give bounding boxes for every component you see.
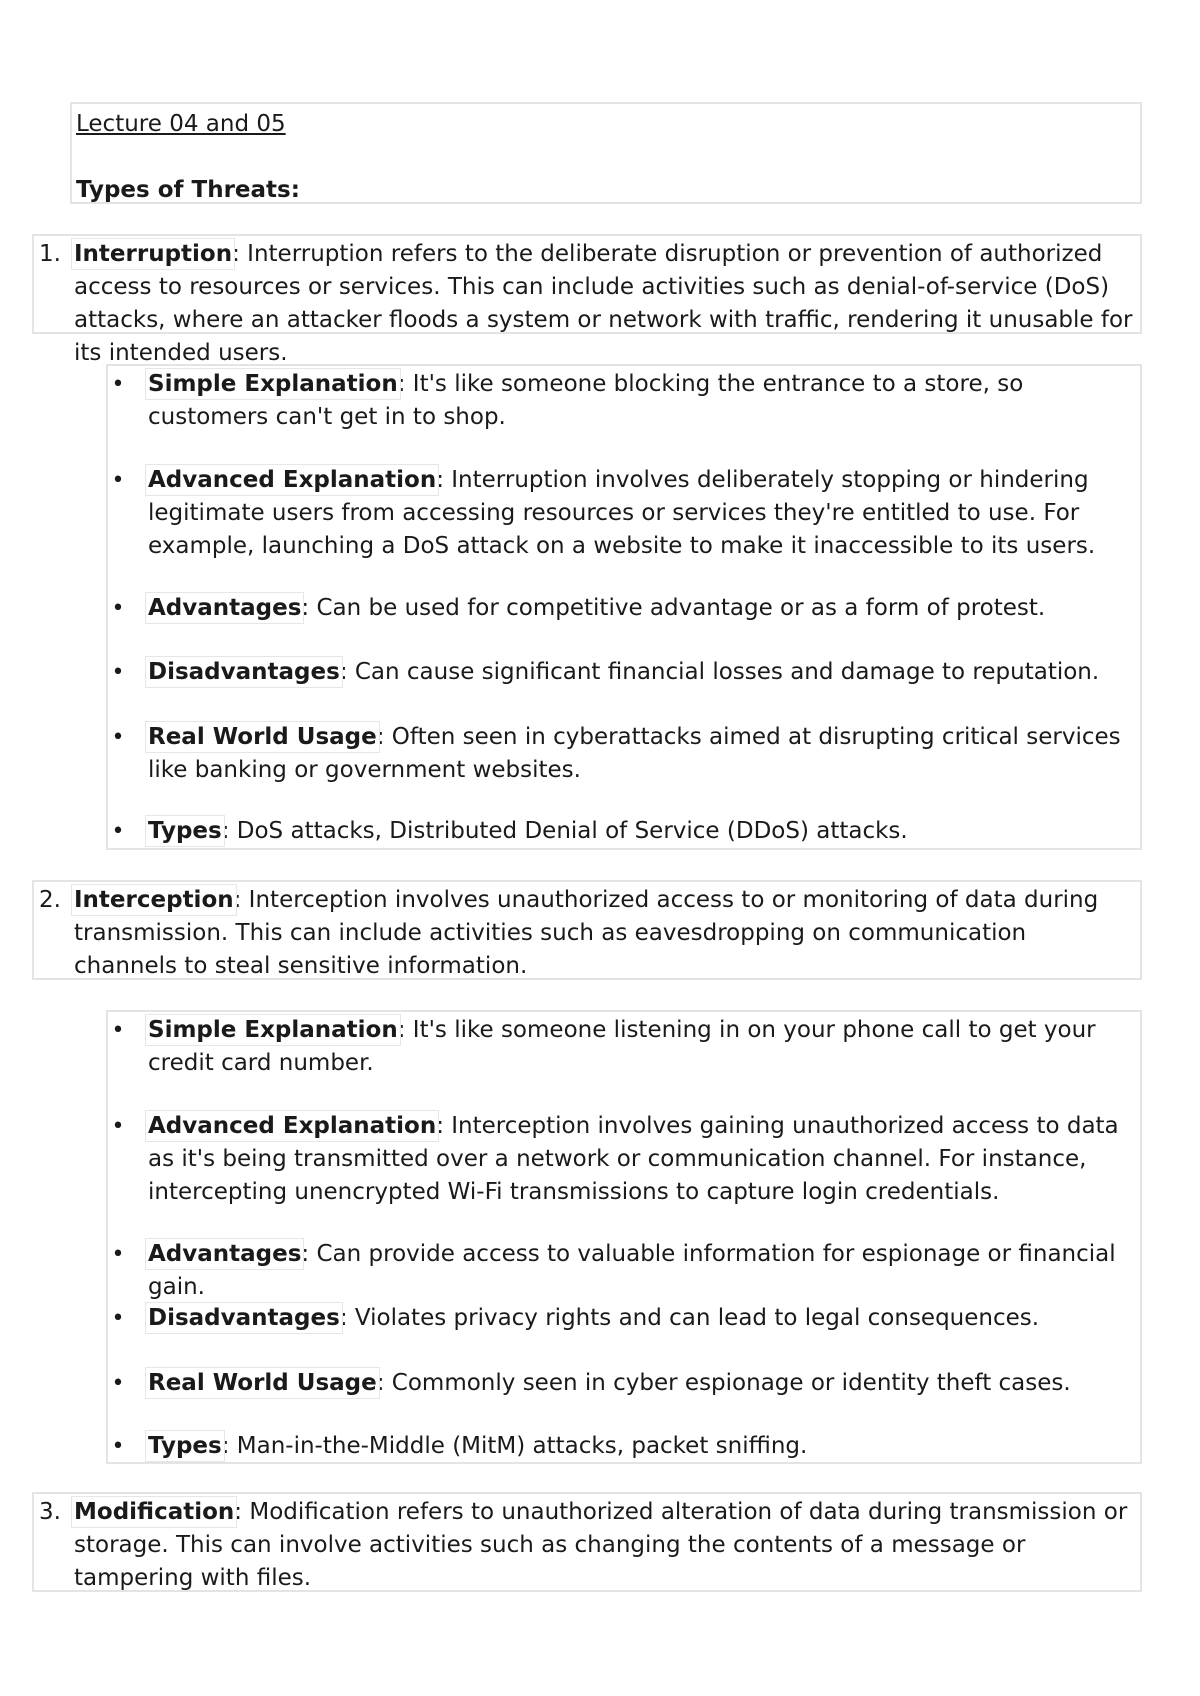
detail-list-interruption	[106, 364, 1142, 850]
bullet-icon: •	[111, 596, 125, 621]
detail-text: : Man-in-the-Middle (MitM) attacks, packet sniffing.	[221, 1433, 808, 1459]
detail-label: Advanced Explanation	[148, 467, 437, 493]
detail-label: Disadvantages	[148, 1305, 340, 1331]
bullet-icon: •	[111, 819, 125, 844]
item-description	[74, 884, 1134, 983]
detail-text: : Can cause significant financial losses and damage to reputation.	[339, 659, 1100, 685]
bullet-icon: •	[111, 1018, 125, 1043]
lecture-title: Lecture 04 and 05	[76, 111, 286, 137]
item-term: Interruption	[74, 241, 233, 267]
bullet-icon: •	[111, 1371, 125, 1396]
bullet-icon: •	[111, 372, 125, 397]
detail-label: Types	[148, 1433, 222, 1459]
threat-item-modification	[32, 1492, 1142, 1592]
detail-label: Advantages	[148, 1241, 302, 1267]
threat-item-interruption	[32, 234, 1142, 366]
item-text: : Modification refers to unauthorized alteration of data during transmission or storage. This can involve activities such as changing the contents of a message or tampering with files.	[74, 1499, 1128, 1591]
item-description	[74, 238, 1134, 370]
header-box	[70, 102, 1142, 204]
detail-label: Types	[148, 818, 222, 844]
bullet-icon: •	[111, 1114, 125, 1139]
detail-label: Advanced Explanation	[148, 1113, 437, 1139]
detail-text: : Interruption involves deliberately stopping or hindering legitimate users from accessing resources or services they're entitled to use. For example, launching a DoS attack on a website to make it inaccessible to its users.	[148, 467, 1096, 559]
item-text: : Interruption refers to the deliberate disruption or prevention of authorized access to resources or services. This can include activities such as denial-of-service (DoS) attacks, where an attacker floods a system or network with traffic, rendering it unusable for its intended users.	[74, 241, 1133, 366]
detail-label: Real World Usage	[148, 724, 377, 750]
detail-label: Simple Explanation	[148, 371, 398, 397]
section-heading: Types of Threats:	[76, 177, 300, 203]
item-number: 3.	[39, 1499, 61, 1525]
detail-text: : Interception involves gaining unauthorized access to data as it's being transmitted over a network or communication channel. For instance, intercepting unencrypted Wi-Fi transmissions to capture login credentials.	[148, 1113, 1119, 1205]
detail-label: Advantages	[148, 595, 302, 621]
detail-text: : Violates privacy rights and can lead to legal consequences.	[339, 1305, 1040, 1331]
detail-text: : It's like someone listening in on your phone call to get your credit card number.	[148, 1017, 1096, 1076]
item-term: Interception	[74, 887, 234, 913]
detail-text: : It's like someone blocking the entrance to a store, so customers can't get in to shop.	[148, 371, 1024, 430]
detail-text: : DoS attacks, Distributed Denial of Service (DDoS) attacks.	[221, 818, 908, 844]
bullet-icon: •	[111, 1434, 125, 1459]
detail-label: Real World Usage	[148, 1370, 377, 1396]
detail-text: : Often seen in cyberattacks aimed at disrupting critical services like banking or government websites.	[148, 724, 1121, 783]
item-text: : Interception involves unauthorized access to or monitoring of data during transmission. This can include activities such as eavesdropping on communication channels to steal sensitive information.	[74, 887, 1099, 979]
item-number: 2.	[39, 887, 61, 913]
detail-label: Simple Explanation	[148, 1017, 398, 1043]
detail-label: Disadvantages	[148, 659, 340, 685]
bullet-icon: •	[111, 468, 125, 493]
detail-list-interception	[106, 1010, 1142, 1464]
threat-item-interception	[32, 880, 1142, 980]
bullet-icon: •	[111, 1242, 125, 1267]
item-description	[74, 1496, 1134, 1595]
item-term: Modification	[74, 1499, 235, 1525]
detail-text: : Can be used for competitive advantage or as a form of protest.	[301, 595, 1046, 621]
detail-text: : Commonly seen in cyber espionage or identity theft cases.	[376, 1370, 1071, 1396]
bullet-icon: •	[111, 1306, 125, 1331]
item-number: 1.	[39, 241, 61, 267]
bullet-icon: •	[111, 660, 125, 685]
detail-text: : Can provide access to valuable information for espionage or financial gain.	[148, 1241, 1116, 1300]
bullet-icon: •	[111, 725, 125, 750]
